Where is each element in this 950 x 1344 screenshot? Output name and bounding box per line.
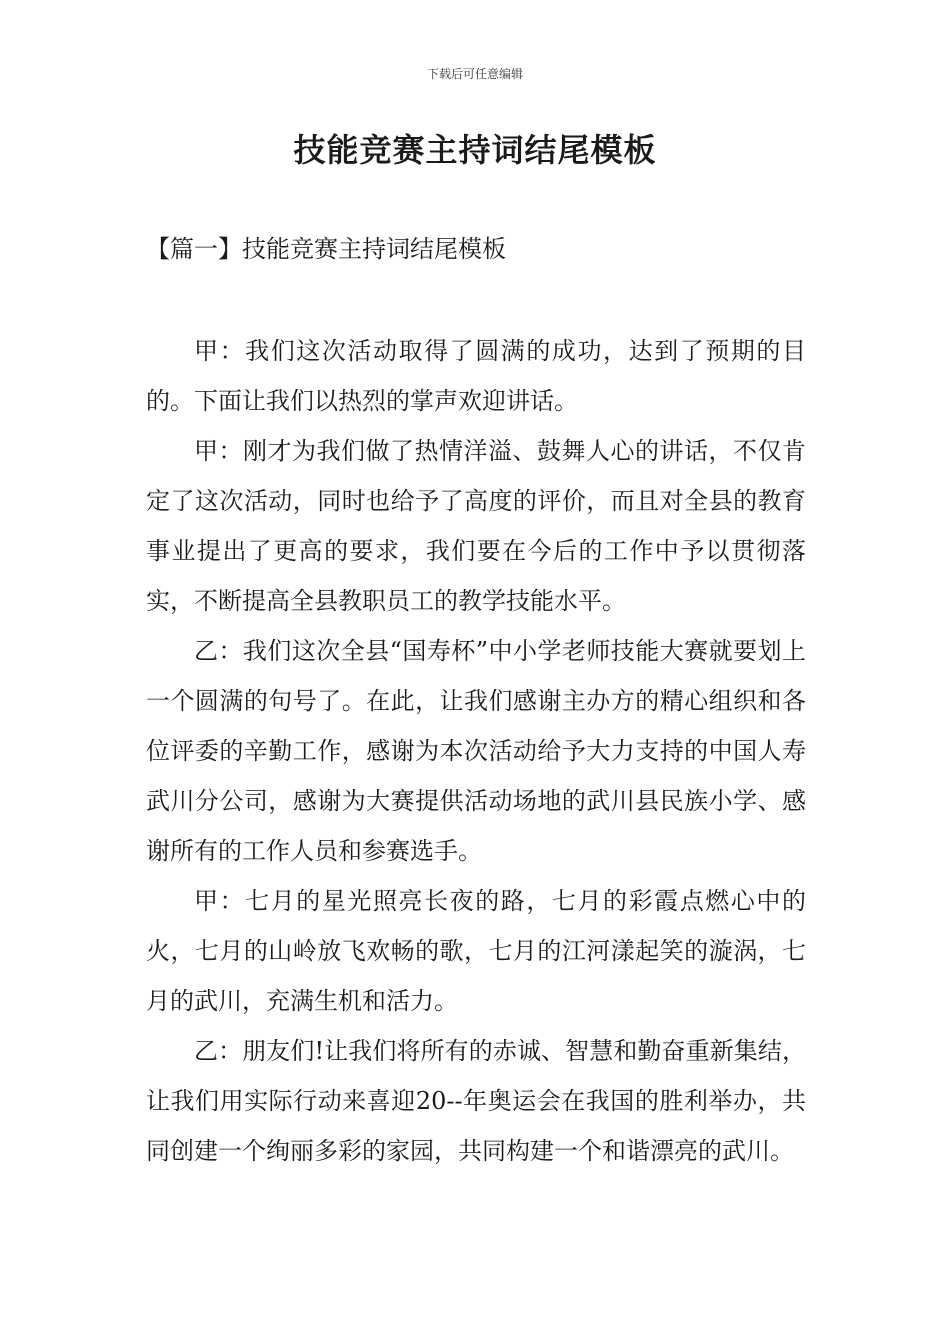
section-heading: 【篇一】技能竞赛主持词结尾模板 xyxy=(146,235,506,263)
paragraph: 乙：朋友们!让我们将所有的赤诚、智慧和勤奋重新集结，让我们用实际行动来喜迎20--年奥运会在我国的胜利举办，共同创建一个绚丽多彩的家园，共同构建一个和谐漂亮的武川。 xyxy=(146,1037,806,1165)
document-title: 技能竞赛主持词结尾模板 xyxy=(293,131,657,169)
paragraph: 甲：刚才为我们做了热情洋溢、鼓舞人心的讲话，不仅肯定了这次活动，同时也给予了高度的评价，而且对全县的教育事业提出了更高的要求，我们要在今后的工作中予以贯彻落实，不断提高全县教职员工的教学技能水平。 xyxy=(146,437,806,615)
header-note: 下载后可任意编辑 xyxy=(426,67,523,81)
paragraph: 甲：七月的星光照亮长夜的路，七月的彩霞点燃心中的火，七月的山岭放飞欢畅的歌，七月的江河漾起笑的漩涡，七月的武川，充满生机和活力。 xyxy=(146,887,806,1015)
paragraph: 甲：我们这次活动取得了圆满的成功，达到了预期的目的。下面让我们以热烈的掌声欢迎讲话。 xyxy=(146,337,806,415)
document-body xyxy=(146,326,806,1176)
paragraph: 乙：我们这次全县“国寿杯”中小学老师技能大赛就要划上一个圆满的句号了。在此，让我们感谢主办方的精心组织和各位评委的辛勤工作，感谢为本次活动给予大力支持的中国人寿武川分公司，感谢为大赛提供活动场地的武川县民族小学、感谢所有的工作人员和参赛选手。 xyxy=(146,637,806,865)
